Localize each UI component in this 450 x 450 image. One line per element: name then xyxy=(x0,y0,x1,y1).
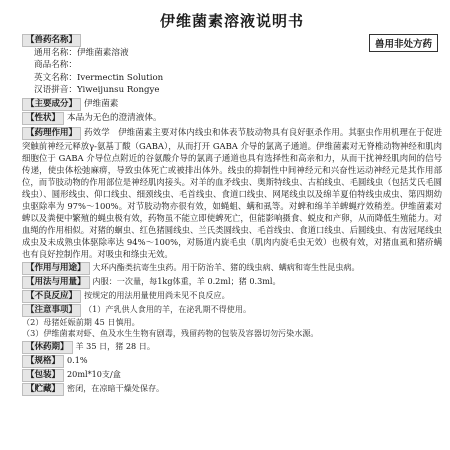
otc-badge: 兽用非处方药 xyxy=(369,34,438,52)
package-section xyxy=(22,369,442,382)
adverse-text: 按规定的用法用量使用尚未见不良反应。 xyxy=(84,289,230,300)
english-name: 英文名称：Ivermectin Solution xyxy=(34,72,164,83)
ingredients-section xyxy=(22,98,442,111)
pharmacology-text: 药效学 伊维菌素主要对体内线虫和体表节肢动物具有良好驱杀作用。其驱虫作用机理在于促进突触前神经元释放γ-氨基丁酸（GABA），从而打开 GABA 介导的氯离子通道。伊维菌素对无脊椎动物神经和肌肉细胞位于 GABA 介导位点附近的谷氨酸介导的氯离子通道也具有选择性和高亲和力，从而干扰神经肌肉间的信号传递，使虫体松弛麻痹，导致虫体死亡或被排出体外。线虫的抑制性中间神经元和兴奋性运动神经元是其作用部位，而节肢动物的作用部位是神经肌肉接头。对羊的血矛线虫、奥斯特线虫、古柏线虫、毛圆线虫（包括艾氏毛圆线虫）、圆形线虫、仰口线虫、细颈线虫、毛首线虫、食道口线虫、网尾线虫以及绵羊夏伯特线虫成虫、第四期幼虫驱除率为 97%～100%。对节肢动物亦很有效，如蝇蛆、螨和虱等。对蜱和绵羊羊蜱蝇疗效稍差。伊维菌素对蜱以及粪便中繁殖的蝇虫极有效，药物虽不能立即使蜱死亡，但能影响摄食、蜕皮和产卵，从而降低生殖能力。对血绳的作用相似。对猪的蛔虫、红色猪圆线虫、兰氏类圆线虫、毛首线虫、食道口线虫、后圆线虫、有齿冠尾线虫成虫及未成熟虫体驱除率达 94%～100%，对肠道内旋毛虫（肌肉内旋毛虫无效）也极有效，对猪血虱和猪疥螨也有良好控制作用。对吸虫和绦虫无效。 xyxy=(22,126,442,260)
common-name: 通用名称：伊维菌素溶液 xyxy=(34,48,129,58)
storage-label: 【贮藏】 xyxy=(22,383,64,396)
withdrawal-text: 羊 35 日，猪 28 日。 xyxy=(75,340,155,351)
indications-section xyxy=(22,262,442,275)
spec-text: 0.1% xyxy=(67,354,88,365)
precaution-item-3: （3）伊维菌素对虾、鱼及水生生物有剧毒，残留药物的包装及容器切勿污染水源。 xyxy=(22,328,319,339)
indications-text: 大环内酯类抗寄生虫药。用于防治羊、猪的线虫病、螨病和寄生性昆虫病。 xyxy=(92,261,360,272)
spec-section xyxy=(22,355,442,368)
adverse-section xyxy=(22,290,442,303)
ingredients-label: 【主要成分】 xyxy=(22,98,81,111)
pinyin-name: 汉语拼音：Yiweijunsu Rongye xyxy=(34,85,160,96)
dosage-text: 内服：一次量，每1kg体重，羊 0.2ml；猪 0.3ml。 xyxy=(92,275,281,286)
precautions-label: 【注意事项】 xyxy=(22,304,81,317)
package-text: 20ml*10支/盒 xyxy=(67,368,121,379)
drug-name-label: 【兽药名称】 xyxy=(22,34,81,47)
properties-label: 【性状】 xyxy=(22,112,64,125)
precautions-section xyxy=(22,304,442,340)
dosage-label: 【用法与用量】 xyxy=(22,276,90,289)
pharmacology-section xyxy=(22,126,442,261)
ingredients-text: 伊维菌素 xyxy=(84,98,119,109)
precaution-item-1: （1）产乳供人食用的羊，在泌乳期不得使用。 xyxy=(84,303,252,314)
storage-text: 密闭，在凉暗干燥处保存。 xyxy=(67,382,165,393)
dosage-section xyxy=(22,276,442,289)
package-label: 【包装】 xyxy=(22,369,64,382)
withdrawal-label: 【休药期】 xyxy=(22,341,73,354)
document-title: 伊维菌素溶液说明书 xyxy=(159,12,304,30)
storage-section xyxy=(22,383,442,396)
precaution-item-2: （2）母猪妊娠前期 45 日慎用。 xyxy=(22,316,140,327)
withdrawal-section xyxy=(22,341,442,354)
pharmacology-label: 【药理作用】 xyxy=(22,127,81,140)
trade-name: 商品名称： xyxy=(34,60,77,71)
adverse-label: 【不良反应】 xyxy=(22,290,81,303)
spec-label: 【规格】 xyxy=(22,355,64,368)
properties-section xyxy=(22,112,442,125)
properties-text: 本品为无色的澄清液体。 xyxy=(67,112,162,123)
indications-label: 【作用与用途】 xyxy=(22,262,90,275)
